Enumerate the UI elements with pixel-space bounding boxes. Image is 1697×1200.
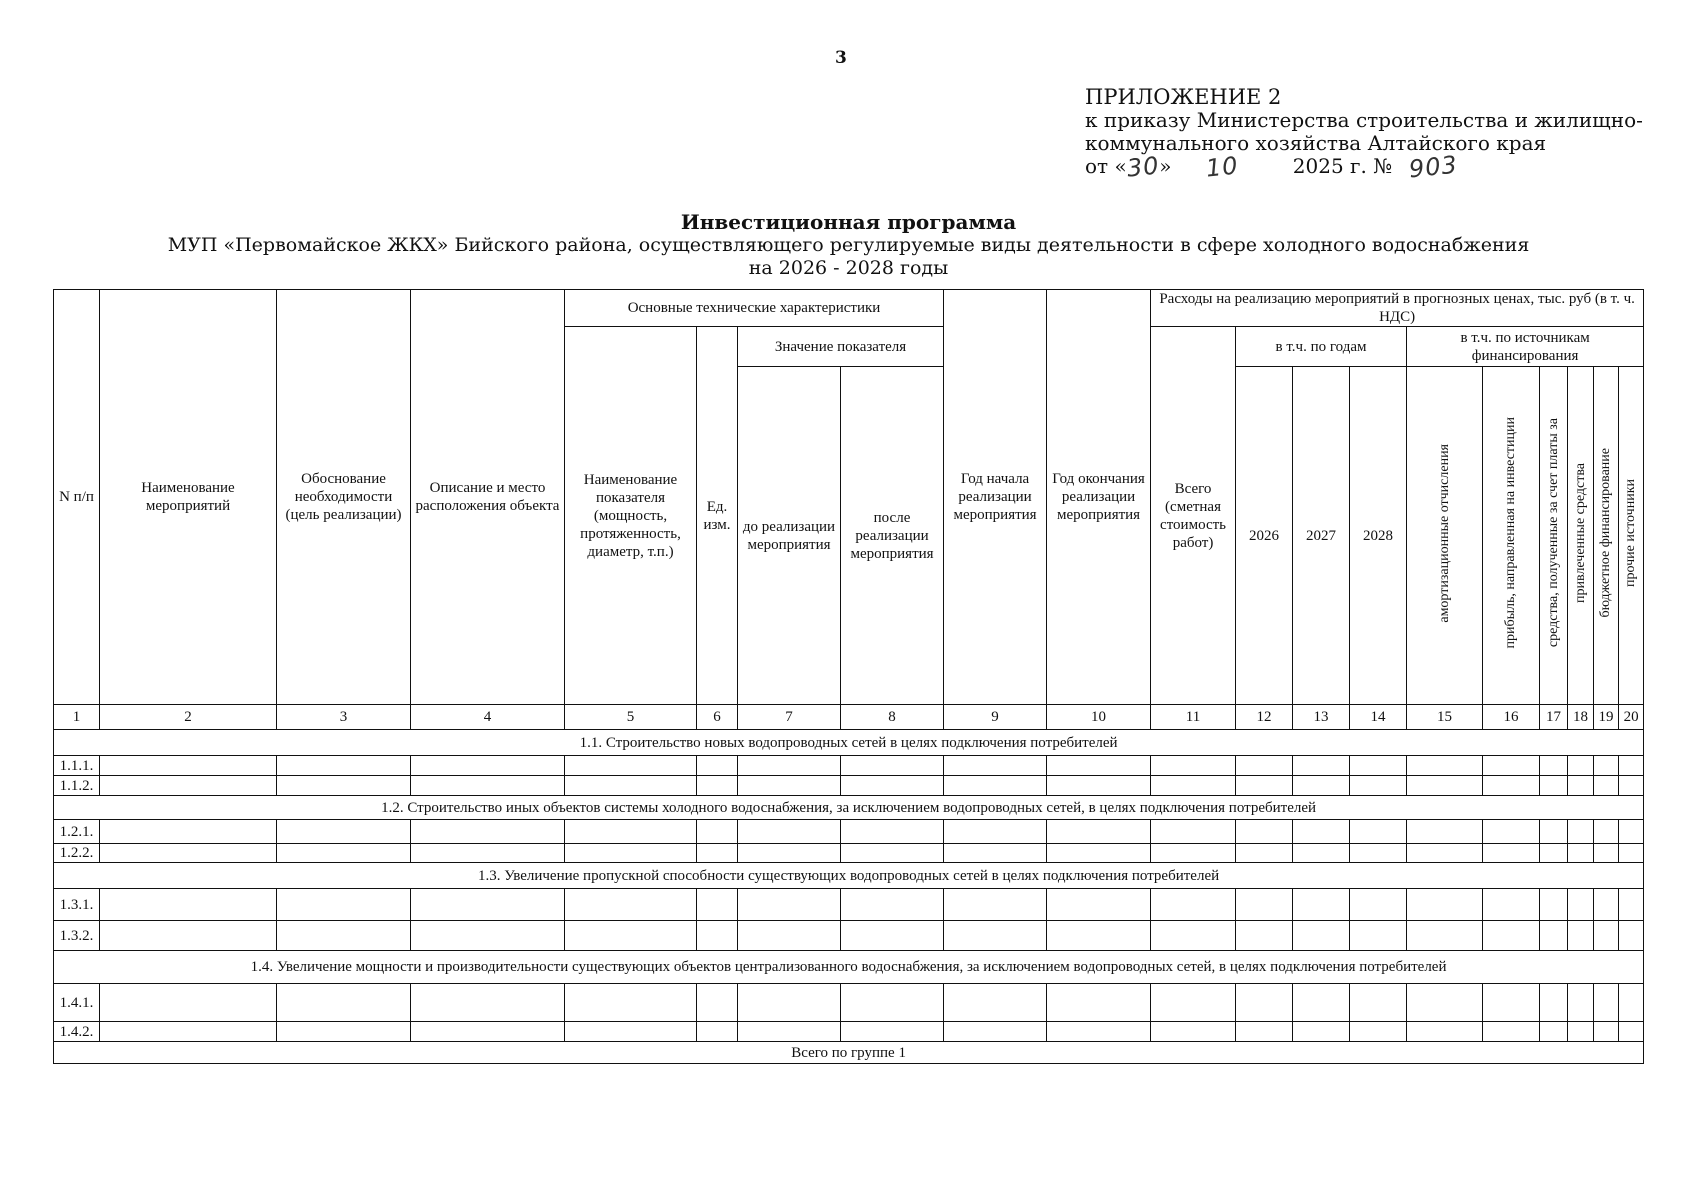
row-number: 1.1.2.: [54, 776, 100, 796]
row-number: 1.4.2.: [54, 1022, 100, 1042]
date-mid: »: [1159, 154, 1172, 178]
section-row: [54, 796, 1644, 820]
appendix-line-1: к приказу Министерства строительства и жилищно-: [1085, 108, 1643, 132]
col-number: 10: [1047, 705, 1151, 730]
col-number: 3: [277, 705, 411, 730]
header-depreciation: амортизационные отчисления: [1407, 367, 1483, 705]
header-years-group: в т.ч. по годам: [1236, 327, 1407, 367]
header-attracted-funds: привлеченные средства: [1568, 367, 1594, 705]
header-profit: прибыль, направленная на инвестиции: [1483, 367, 1540, 705]
section-title: 1.2. Строительство иных объектов системы холодного водоснабжения, за исключением водопроводных сетей, в целях подключения потребителей: [54, 796, 1644, 820]
row-number: 1.2.2.: [54, 844, 100, 863]
appendix-block: [1085, 85, 1643, 184]
header-total: Всего (сметная стоимость работ): [1151, 327, 1236, 705]
col-number: 12: [1236, 705, 1293, 730]
col-number: 20: [1619, 705, 1644, 730]
col-number: 7: [738, 705, 841, 730]
header-year-2028: 2028: [1350, 367, 1407, 705]
header-year-2027: 2027: [1293, 367, 1350, 705]
header-sources-group: в т.ч. по источникам финансирования: [1407, 327, 1644, 367]
col-number: 14: [1350, 705, 1407, 730]
section-row: [54, 730, 1644, 756]
total-label: Всего по группе 1: [54, 1042, 1644, 1064]
header-connection-fee: средства, полученные за счет платы за: [1540, 367, 1568, 705]
col-number: 17: [1540, 705, 1568, 730]
section-row: [54, 863, 1644, 889]
col-number: 1: [54, 705, 100, 730]
document-title: [0, 210, 1697, 280]
col-number: 5: [565, 705, 697, 730]
col-number: 8: [841, 705, 944, 730]
row-number: 1.2.1.: [54, 820, 100, 844]
col-number: 18: [1568, 705, 1594, 730]
col-number: 15: [1407, 705, 1483, 730]
appendix-line-2: коммунального хозяйства Алтайского края: [1085, 131, 1547, 155]
header-cost-group: Расходы на реализацию мероприятий в прогнозных ценах, тыс. руб (в т. ч. НДС): [1151, 290, 1644, 327]
section-title: 1.4. Увеличение мощности и производительности существующих объектов централизованного водоснабжения, за исключением водопроводных сетей, в целях подключения потребителей: [54, 951, 1644, 984]
year-text: 2025 г. №: [1292, 154, 1393, 178]
table-row: [54, 1022, 1644, 1042]
header-end-year: Год окончания реализации мероприятия: [1047, 290, 1151, 705]
title-line-1: МУП «Первомайское ЖКХ» Бийского района, осуществляющего регулируемые виды деятельности в сфере холодного водоснабжения: [167, 234, 1530, 256]
col-number: 4: [411, 705, 565, 730]
row-number: 1.4.1.: [54, 984, 100, 1022]
table-row: [54, 921, 1644, 951]
header-tech-group: Основные технические характеристики: [565, 290, 944, 327]
title-heading: Инвестиционная программа: [680, 210, 1017, 234]
row-number: 1.3.2.: [54, 921, 100, 951]
investment-table: [53, 289, 1644, 1064]
table-row: [54, 820, 1644, 844]
col-number: 2: [100, 705, 277, 730]
col-number: 16: [1483, 705, 1540, 730]
section-title: 1.3. Увеличение пропускной способности существующих водопроводных сетей в целях подключения потребителей: [54, 863, 1644, 889]
col-number: 11: [1151, 705, 1236, 730]
col-number: 19: [1594, 705, 1619, 730]
title-line-2: на 2026 - 2028 годы: [748, 257, 949, 279]
appendix-date-line: [1085, 150, 1643, 184]
handwritten-number: 903: [1407, 150, 1459, 184]
header-budget-funding: бюджетное финансирование: [1594, 367, 1619, 705]
row-number: 1.3.1.: [54, 889, 100, 921]
table-row: [54, 984, 1644, 1022]
table-row: [54, 844, 1644, 863]
header-unit: Ед. изм.: [697, 327, 738, 705]
section-title: 1.1. Строительство новых водопроводных сетей в целях подключения потребителей: [54, 730, 1644, 756]
header-after: после реализации мероприятия: [841, 367, 944, 705]
col-number: 6: [697, 705, 738, 730]
col-number: 9: [944, 705, 1047, 730]
appendix-title: ПРИЛОЖЕНИЕ 2: [1085, 85, 1282, 109]
section-row: [54, 951, 1644, 984]
row-number: 1.1.1.: [54, 756, 100, 776]
handwritten-day: 30: [1125, 151, 1161, 183]
total-row: [54, 1042, 1644, 1064]
header-before: до реализации мероприятия: [738, 367, 841, 705]
table-row: [54, 776, 1644, 796]
column-numbers-row: [54, 705, 1644, 730]
header-name: Наименование мероприятий: [100, 290, 277, 705]
header-num: N п/п: [54, 290, 100, 705]
handwritten-month: 10: [1204, 151, 1240, 183]
header-value-group: Значение показателя: [738, 327, 944, 367]
header-location: Описание и место расположения объекта: [411, 290, 565, 705]
date-prefix: от «: [1085, 154, 1127, 178]
header-justification: Обоснование необходимости (цель реализации): [277, 290, 411, 705]
header-start-year: Год начала реализации мероприятия: [944, 290, 1047, 705]
header-year-2026: 2026: [1236, 367, 1293, 705]
header-indicator-name: Наименование показателя (мощность, протяженность, диаметр, т.п.): [565, 327, 697, 705]
table-row: [54, 889, 1644, 921]
col-number: 13: [1293, 705, 1350, 730]
header-other-sources: прочие источники: [1619, 367, 1644, 705]
table-row: [54, 756, 1644, 776]
page-number: 3: [835, 48, 847, 68]
